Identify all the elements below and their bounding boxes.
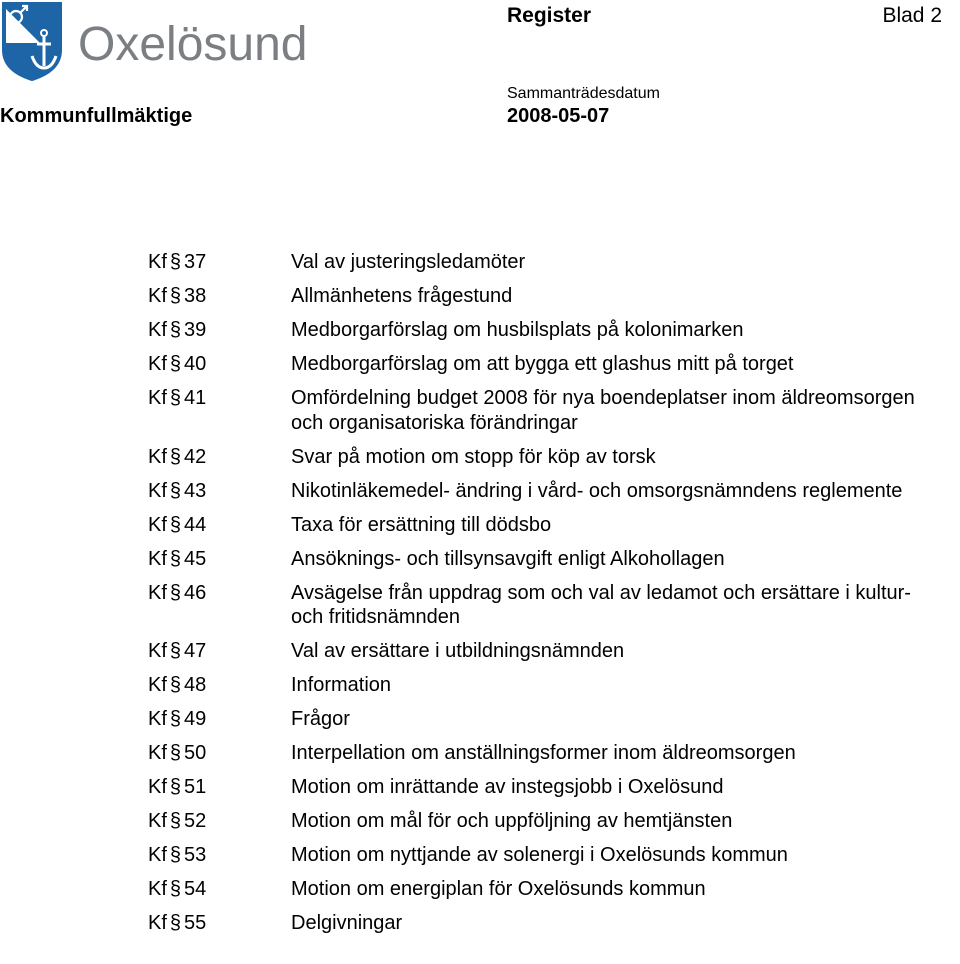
agenda-item-title: Taxa för ersättning till dödsbo	[291, 513, 552, 536]
paragraph-number: 44	[184, 513, 207, 536]
paragraph-prefix: Kf	[148, 742, 167, 764]
paragraph-number: 48	[184, 674, 207, 696]
paragraph-prefix: Kf	[148, 285, 167, 307]
meeting-date: 2008-05-07	[507, 105, 610, 127]
agenda-item-title: Svar på motion om stopp för köp av torsk	[291, 445, 656, 468]
section-sign: §	[169, 810, 182, 832]
page-number: Blad 2	[882, 4, 942, 27]
register-row	[0, 639, 960, 664]
register-row	[0, 547, 960, 572]
register-row	[0, 513, 960, 538]
paragraph-prefix: Kf	[148, 640, 167, 662]
paragraph-reference	[148, 445, 206, 470]
paragraph-number: 54	[184, 878, 207, 900]
paragraph-prefix: Kf	[148, 776, 167, 798]
section-sign: §	[169, 708, 182, 730]
agenda-item-title: Delgivningar	[291, 912, 403, 934]
paragraph-number: 52	[184, 810, 207, 832]
paragraph-prefix: Kf	[148, 445, 167, 468]
agenda-item-title: Motion om energiplan för Oxelösunds kommun	[291, 878, 706, 900]
agenda-item-title: Frågor	[291, 708, 350, 730]
section-sign: §	[169, 912, 182, 934]
section-sign: §	[169, 776, 182, 798]
paragraph-reference	[148, 479, 206, 504]
paragraph-number: 43	[184, 479, 207, 502]
register-row	[0, 479, 960, 504]
agenda-item-title: Motion om inrättande av instegsjobb i Oxelösund	[291, 776, 724, 798]
paragraph-reference	[148, 877, 206, 902]
municipality-logo	[0, 0, 345, 82]
paragraph-prefix: Kf	[148, 844, 167, 866]
meeting-date-caption: Sammanträdesdatum	[507, 85, 660, 102]
register-row	[0, 318, 960, 343]
paragraph-number: 46	[184, 581, 207, 604]
register-row	[0, 775, 960, 800]
paragraph-number: 39	[184, 319, 207, 341]
section-sign: §	[169, 445, 182, 468]
agenda-item-title: Motion om mål för och uppföljning av hemtjänsten	[291, 810, 733, 832]
register-row	[0, 581, 960, 630]
paragraph-reference	[148, 581, 206, 606]
section-sign: §	[169, 513, 182, 536]
paragraph-number: 55	[184, 912, 207, 934]
agenda-item-title: Information	[291, 674, 392, 696]
section-sign: §	[169, 285, 182, 307]
paragraph-prefix: Kf	[148, 674, 167, 696]
register-list	[0, 250, 960, 945]
paragraph-number: 41	[184, 387, 207, 409]
paragraph-prefix: Kf	[148, 387, 167, 409]
paragraph-reference	[148, 843, 206, 868]
paragraph-number: 42	[184, 445, 207, 468]
register-row	[0, 250, 960, 275]
section-sign: §	[169, 742, 182, 764]
section-sign: §	[169, 353, 182, 375]
register-row	[0, 877, 960, 902]
register-row	[0, 386, 960, 435]
paragraph-reference	[148, 547, 206, 572]
paragraph-prefix: Kf	[148, 708, 167, 730]
paragraph-prefix: Kf	[148, 581, 167, 604]
section-sign: §	[169, 319, 182, 341]
paragraph-prefix: Kf	[148, 547, 167, 570]
paragraph-prefix: Kf	[148, 878, 167, 900]
section-sign: §	[169, 547, 182, 570]
agenda-item-title: Omfördelning budget 2008 för nya boendeplatser inom äldreomsorgen och organisatoriska förändringar	[291, 387, 915, 434]
paragraph-number: 37	[184, 251, 207, 273]
paragraph-reference	[148, 250, 206, 275]
agenda-item-title: Medborgarförslag om att bygga ett glashus mitt på torget	[291, 353, 794, 375]
paragraph-reference	[148, 707, 206, 732]
paragraph-prefix: Kf	[148, 513, 167, 536]
agenda-item-title: Nikotinläkemedel- ändring i vård- och omsorgsnämndens reglemente	[291, 479, 903, 502]
logo-wordmark: Oxelösund	[78, 18, 308, 71]
paragraph-prefix: Kf	[148, 479, 167, 502]
paragraph-prefix: Kf	[148, 353, 167, 375]
organization-name: Kommunfullmäktige	[0, 105, 193, 127]
register-row	[0, 911, 960, 936]
agenda-item-title: Val av justeringsledamöter	[291, 251, 526, 273]
paragraph-number: 50	[184, 742, 207, 764]
agenda-item-title: Interpellation om anställningsformer inom äldreomsorgen	[291, 742, 796, 764]
section-sign: §	[169, 251, 182, 273]
paragraph-reference	[148, 911, 206, 936]
paragraph-prefix: Kf	[148, 810, 167, 832]
section-sign: §	[169, 581, 182, 604]
paragraph-number: 49	[184, 708, 207, 730]
paragraph-reference	[148, 284, 206, 309]
section-sign: §	[169, 479, 182, 502]
register-row	[0, 284, 960, 309]
paragraph-reference	[148, 318, 206, 343]
agenda-item-title: Motion om nyttjande av solenergi i Oxelösunds kommun	[291, 844, 788, 866]
agenda-item-title: Ansöknings- och tillsynsavgift enligt Alkohollagen	[291, 547, 725, 570]
paragraph-number: 47	[184, 640, 207, 662]
paragraph-number: 51	[184, 776, 207, 798]
agenda-item-title: Val av ersättare i utbildningsnämnden	[291, 640, 625, 662]
paragraph-number: 40	[184, 353, 207, 375]
register-row	[0, 673, 960, 698]
paragraph-number: 53	[184, 844, 207, 866]
paragraph-reference	[148, 775, 206, 800]
section-sign: §	[169, 844, 182, 866]
paragraph-number: 45	[184, 547, 207, 570]
section-sign: §	[169, 674, 182, 696]
paragraph-prefix: Kf	[148, 251, 167, 273]
register-row	[0, 445, 960, 470]
paragraph-number: 38	[184, 285, 207, 307]
section-sign: §	[169, 387, 182, 409]
register-heading: Register	[507, 4, 592, 27]
agenda-item-title: Medborgarförslag om husbilsplats på kolonimarken	[291, 319, 744, 341]
paragraph-reference	[148, 639, 206, 664]
coat-of-arms-icon	[3, 3, 61, 80]
paragraph-prefix: Kf	[148, 319, 167, 341]
agenda-item-title: Avsägelse från uppdrag som och val av ledamot och ersättare i kultur- och fritidsnämnden	[291, 581, 911, 628]
section-sign: §	[169, 640, 182, 662]
register-row	[0, 809, 960, 834]
paragraph-reference	[148, 741, 206, 766]
paragraph-reference	[148, 513, 206, 538]
register-row	[0, 843, 960, 868]
section-sign: §	[169, 878, 182, 900]
register-row	[0, 352, 960, 377]
agenda-item-title: Allmänhetens frågestund	[291, 285, 513, 307]
paragraph-reference	[148, 809, 206, 834]
paragraph-prefix: Kf	[148, 912, 167, 934]
paragraph-reference	[148, 386, 206, 411]
register-row	[0, 741, 960, 766]
register-row	[0, 707, 960, 732]
paragraph-reference	[148, 673, 206, 698]
paragraph-reference	[148, 352, 206, 377]
